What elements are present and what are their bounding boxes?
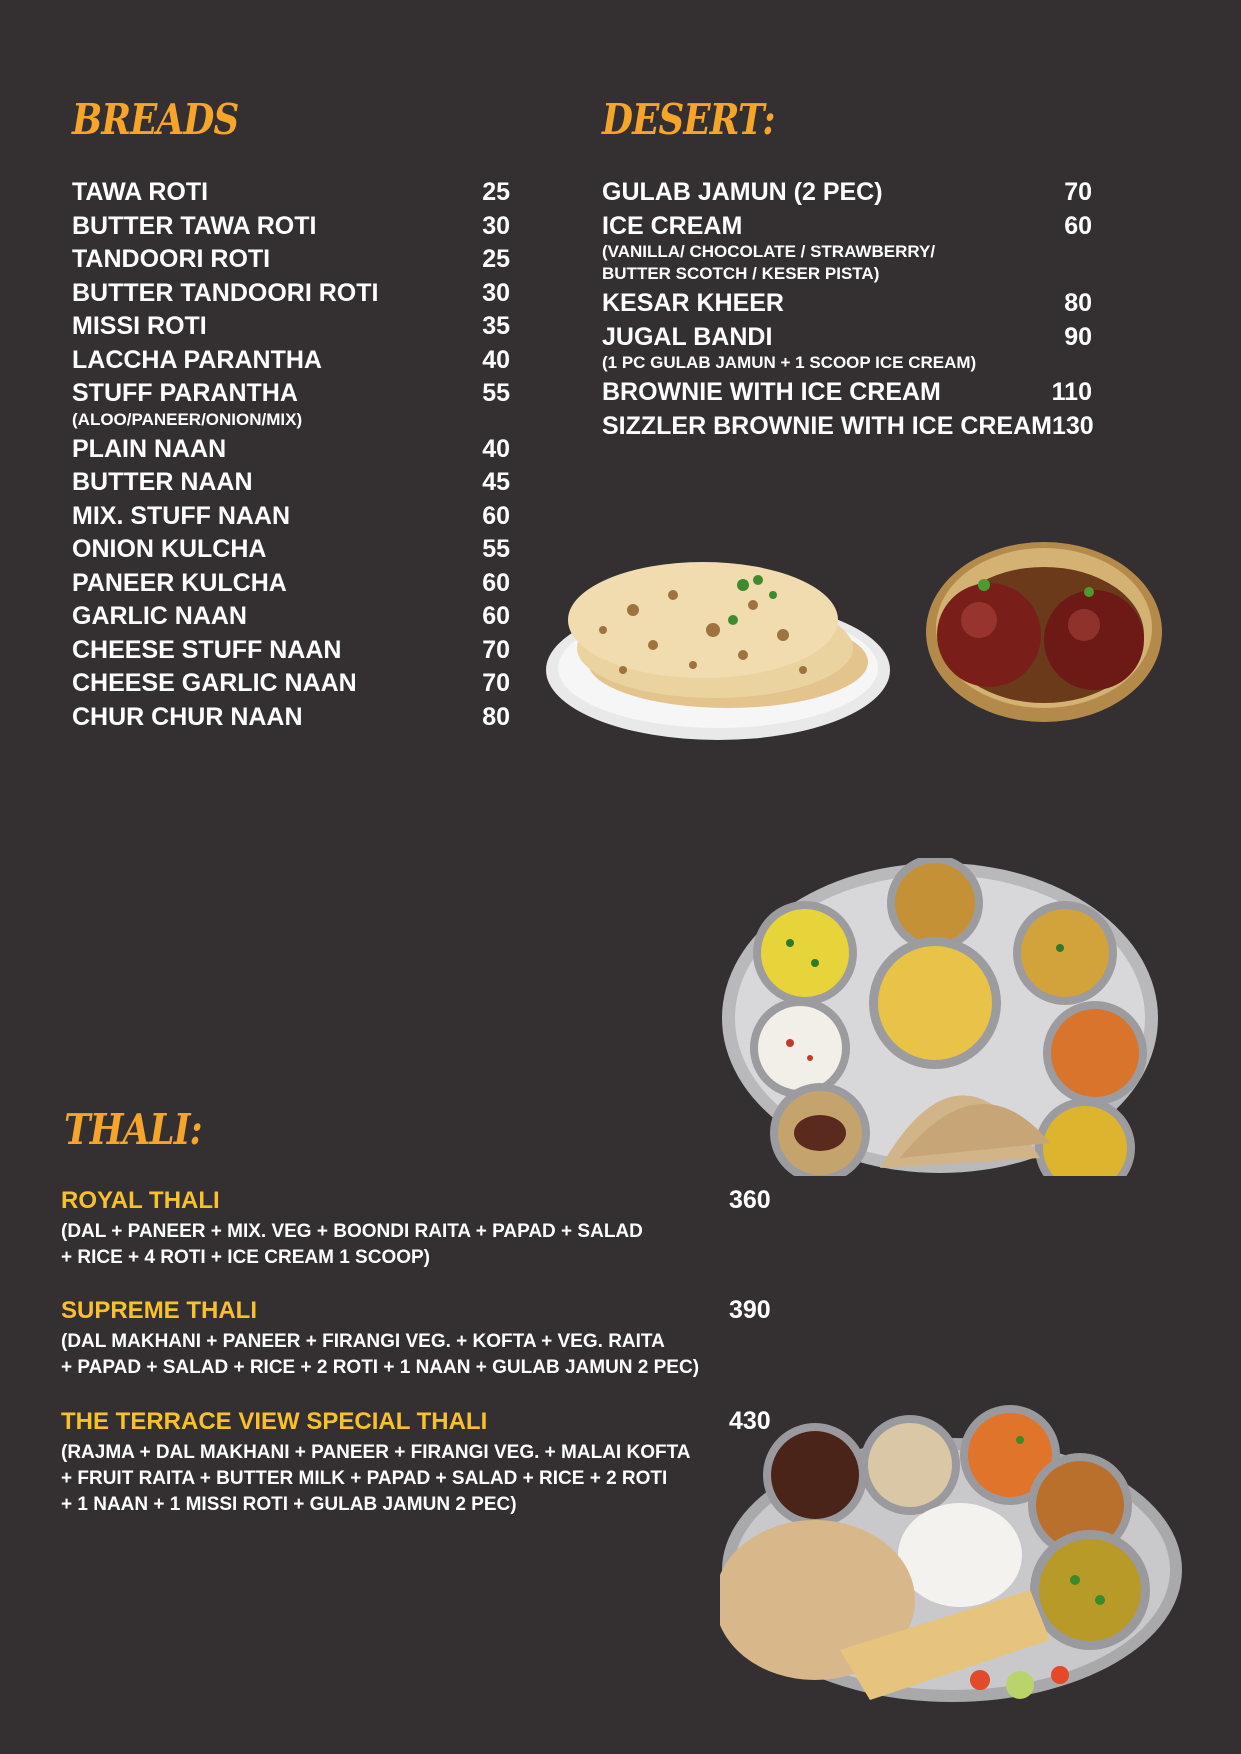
breads-item <box>72 310 510 344</box>
breads-menu-list <box>72 176 510 734</box>
thali-item-price: 430 <box>729 1407 771 1435</box>
breads-item-price: 70 <box>482 669 510 697</box>
breads-item-price: 30 <box>482 211 510 240</box>
breads-item-price: 30 <box>482 278 510 307</box>
breads-item <box>72 567 510 601</box>
thali-item <box>61 1407 781 1518</box>
breads-item-name: TANDOORI ROTI <box>72 245 271 273</box>
breads-item-name: BUTTER NAAN <box>72 468 253 496</box>
terrace-view-thali-image <box>720 1400 1185 1705</box>
breads-item-price: 40 <box>482 434 510 463</box>
breads-item-name: TAWA ROTI <box>72 178 209 206</box>
desert-item-price: 90 <box>1064 322 1092 351</box>
thali-item <box>61 1186 781 1271</box>
breads-item <box>72 600 510 634</box>
desert-item-price: 110 <box>1051 378 1092 406</box>
desert-item-price: 80 <box>1064 289 1092 317</box>
desert-item-price: 60 <box>1064 211 1092 240</box>
breads-item-name: STUFF PARANTHA <box>72 379 298 407</box>
thali-item-description: (RAJMA + DAL MAKHANI + PANEER + FIRANGI VEG. + MALAI KOFTA + FRUIT RAITA + BUTTER MILK + PAPAD + SALAD + RICE + 2 ROTI + 1 NAAN + 1 MISSI ROTI + GULAB JAMUN 2 PEC) <box>61 1442 691 1515</box>
naan-plate-image <box>543 550 893 745</box>
breads-item <box>72 243 510 277</box>
breads-item-price: 25 <box>482 245 510 273</box>
breads-item <box>72 377 510 411</box>
breads-item-note: (ALOO/PANEER/ONION/MIX) <box>72 409 303 429</box>
breads-item <box>72 344 510 378</box>
thali-item-price: 360 <box>729 1186 771 1214</box>
breads-item <box>72 210 510 244</box>
breads-item <box>72 277 510 311</box>
desert-heading: DESERT: <box>602 95 775 144</box>
breads-item-price: 60 <box>482 568 510 597</box>
desert-item-note: (VANILLA/ CHOCOLATE / STRAWBERRY/ BUTTER SCOTCH / KESER PISTA) <box>602 242 936 283</box>
breads-item <box>72 667 510 701</box>
breads-item-price: 55 <box>482 535 510 563</box>
breads-item-name: BUTTER TAWA ROTI <box>72 211 317 240</box>
gulab-jamun-bowl-image <box>924 540 1164 725</box>
thali-item <box>61 1296 781 1381</box>
breads-item-price: 35 <box>482 312 510 340</box>
desert-item-name: ICE CREAM <box>602 211 743 240</box>
breads-item-name: CHEESE GARLIC NAAN <box>72 669 357 697</box>
breads-item <box>72 466 510 500</box>
breads-item-name: BUTTER TANDOORI ROTI <box>72 278 379 307</box>
breads-item <box>72 433 510 467</box>
desert-item-price: 70 <box>1064 178 1092 206</box>
breads-item <box>72 533 510 567</box>
breads-item-price: 25 <box>482 178 510 206</box>
thali-item-name: THE TERRACE VIEW SPECIAL THALI <box>61 1408 488 1435</box>
breads-item-name: PANEER KULCHA <box>72 568 287 597</box>
desert-item <box>602 376 1092 410</box>
thali-item-price: 390 <box>729 1296 771 1324</box>
desert-item <box>602 410 1092 444</box>
royal-thali-image <box>720 858 1160 1176</box>
desert-item-name: BROWNIE WITH ICE CREAM <box>602 378 941 406</box>
thali-item-description: (DAL MAKHANI + PANEER + FIRANGI VEG. + KOFTA + VEG. RAITA + PAPAD + SALAD + RICE + 2 ROTI + 1 NAAN + GULAB JAMUN 2 PEC) <box>61 1331 700 1378</box>
desert-item <box>602 176 1092 210</box>
breads-item <box>72 701 510 735</box>
breads-item-name: LACCHA PARANTHA <box>72 345 322 374</box>
breads-item-price: 60 <box>482 501 510 530</box>
breads-item <box>72 634 510 668</box>
desert-item <box>602 210 1092 244</box>
desert-item <box>602 321 1092 355</box>
thali-item-name: ROYAL THALI <box>61 1187 220 1214</box>
breads-item-name: CHEESE STUFF NAAN <box>72 635 342 664</box>
breads-item-name: ONION KULCHA <box>72 535 267 563</box>
breads-item-price: 80 <box>482 702 510 731</box>
thali-heading: THALI: <box>64 1105 202 1154</box>
desert-item-price: 130 <box>1051 411 1094 440</box>
breads-item-price: 55 <box>482 379 510 407</box>
breads-item-name: MIX. STUFF NAAN <box>72 501 291 530</box>
breads-item-name: MISSI ROTI <box>72 312 207 340</box>
desert-item <box>602 287 1092 321</box>
desert-item-name: SIZZLER BROWNIE WITH ICE CREAM <box>602 411 1052 440</box>
breads-item-price: 40 <box>482 345 510 374</box>
breads-item-name: CHUR CHUR NAAN <box>72 702 303 731</box>
breads-heading: BREADS <box>72 95 239 144</box>
breads-item <box>72 500 510 534</box>
desert-item-note: (1 PC GULAB JAMUN + 1 SCOOP ICE CREAM) <box>602 353 977 372</box>
desert-menu-list <box>602 176 1092 443</box>
breads-item <box>72 176 510 210</box>
breads-item-name: GARLIC NAAN <box>72 602 247 630</box>
desert-item-name: GULAB JAMUN (2 PEC) <box>602 178 883 206</box>
desert-item-name: JUGAL BANDI <box>602 322 773 351</box>
breads-item-price: 70 <box>482 635 510 664</box>
thali-item-description: (DAL + PANEER + MIX. VEG + BOONDI RAITA + PAPAD + SALAD + RICE + 4 ROTI + ICE CREAM 1 SCOOP) <box>61 1221 643 1268</box>
desert-item-name: KESAR KHEER <box>602 289 784 317</box>
breads-item-price: 60 <box>482 602 510 630</box>
breads-item-name: PLAIN NAAN <box>72 434 227 463</box>
thali-item-name: SUPREME THALI <box>61 1297 258 1324</box>
breads-item-price: 45 <box>482 468 510 496</box>
